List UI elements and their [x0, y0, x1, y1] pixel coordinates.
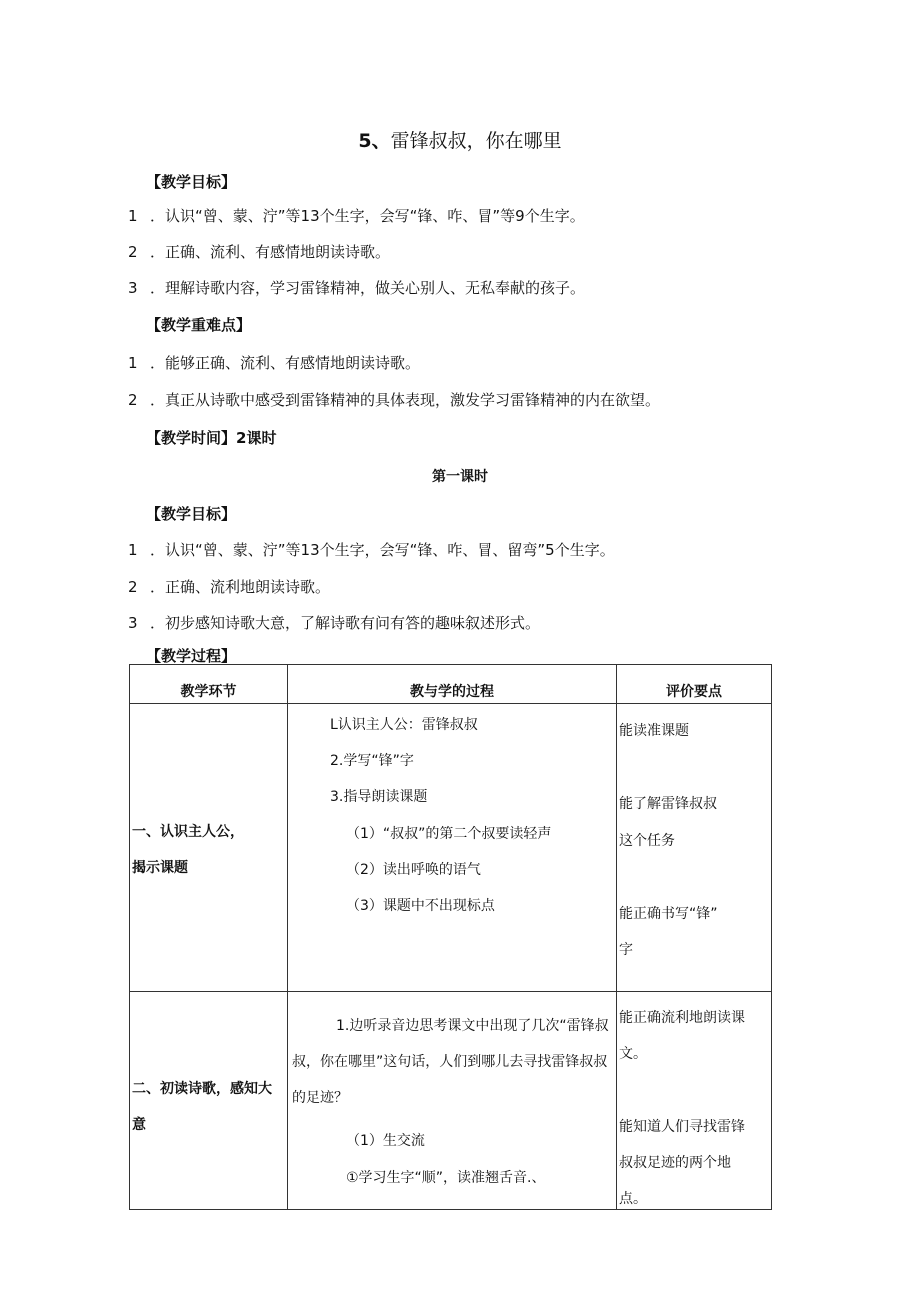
evaluation-point: 点。: [619, 1191, 647, 1207]
key-point-item: 2 ．真正从诗歌中感受到雷锋精神的具体表现，激发学习雷锋精神的内在欲望。: [128, 391, 661, 409]
goals-heading: 【教学目标】: [146, 173, 237, 191]
evaluation-point: 能正确流利地朗读课: [619, 1010, 745, 1026]
title-number: 5、: [358, 130, 391, 152]
table-row: [130, 704, 772, 992]
title-text: 雷锋叔叔，你在哪里: [390, 130, 562, 152]
process-substep: （1）“叔叔”的第二个叔要读轻声: [346, 826, 552, 842]
process-substep: （3）课题中不出现标点: [346, 898, 495, 914]
table-header-row: [130, 665, 772, 704]
process-substep: ①学习生字“顺”，读准翘舌音.、: [346, 1170, 546, 1186]
stage-label: 揭示课题: [132, 860, 188, 876]
evaluation-point: 能读准课题: [619, 723, 689, 739]
lesson-goals-heading: 【教学目标】: [146, 505, 237, 523]
evaluation-cell: [617, 992, 772, 1210]
lesson-title: 第一课时: [432, 469, 488, 485]
table-row: [130, 992, 772, 1210]
process-step: 3.指导朗读课题: [330, 789, 428, 805]
evaluation-point: 文。: [619, 1046, 647, 1062]
process-cell: [288, 992, 617, 1210]
stage-label: 二、初读诗歌，感知大: [132, 1081, 272, 1097]
lesson-goal-item: 2 ．正确、流利地朗读诗歌。: [128, 578, 331, 596]
evaluation-point: 能正确书写“锋”: [619, 906, 718, 922]
evaluation-point: 这个任务: [619, 833, 675, 849]
process-substep: （2）读出呼唤的语气: [346, 862, 481, 878]
stage-cell: [130, 992, 288, 1210]
key-points-heading: 【教学重难点】: [146, 316, 252, 334]
lesson-goal-item: 1 ．认识“曾、蒙、泞”等13个生字，会写“锋、咋、冒、留弯”5个生字。: [128, 541, 615, 559]
key-point-item: 1 ．能够正确、流利、有感情地朗读诗歌。: [128, 354, 421, 372]
goal-item: 3 ．理解诗歌内容，学习雷锋精神，做关心别人、无私奉献的孩子。: [128, 279, 586, 297]
stage-cell: [130, 704, 288, 992]
teaching-time: 【教学时间】2课时: [146, 429, 277, 447]
lesson-goal-item: 3 ．初步感知诗歌大意，了解诗歌有问有答的趣味叙述形式。: [128, 614, 541, 632]
process-step: L认识主人公：雷锋叔叔: [330, 717, 478, 733]
evaluation-point: 能知道人们寻找雷锋: [619, 1119, 745, 1135]
process-heading: 【教学过程】: [146, 647, 237, 665]
header-stage: 教学环节: [130, 665, 288, 704]
evaluation-cell: [617, 704, 772, 992]
evaluation-point: 叔叔足迹的两个地: [619, 1155, 731, 1171]
teaching-process-table: [129, 664, 772, 1210]
goal-item: 2 ．正确、流利、有感情地朗读诗歌。: [128, 243, 391, 261]
process-step: 2.学写“锋”字: [330, 753, 414, 769]
evaluation-point: 字: [619, 942, 633, 958]
evaluation-point: 能了解雷锋叔叔: [619, 796, 717, 812]
process-cell: [288, 704, 617, 992]
stage-label: 意: [132, 1117, 146, 1133]
goal-item: 1 ．认识“曾、蒙、泞”等13个生字，会写“锋、咋、冒”等9个生字。: [128, 207, 585, 225]
header-process: 教与学的过程: [288, 665, 617, 704]
stage-label: 一、认识主人公，: [132, 824, 244, 840]
header-evaluation: 评价要点: [617, 665, 772, 704]
page-title: [0, 126, 920, 153]
process-paragraph: 1.边听录音边思考课文中出现了几次“雷锋叔叔，你在哪里”这句话，人们到哪儿去寻找雷锋叔叔的足迹？: [292, 1018, 609, 1106]
process-substep: （1）生交流: [346, 1133, 425, 1149]
